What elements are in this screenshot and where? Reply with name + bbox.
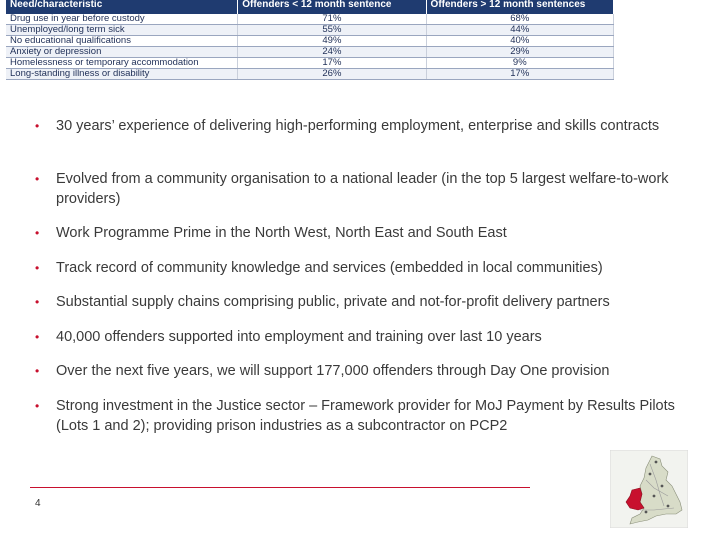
list-item-text: Evolved from a community organisation to a national leader (in the top 5 largest welfare-to-work providers) — [56, 171, 669, 207]
bullet-marker: • — [35, 399, 40, 413]
percentage-cell: 49% — [238, 36, 426, 47]
characteristic-cell: Unemployed/long term sick — [6, 25, 238, 36]
bullet-marker: • — [35, 226, 40, 240]
column-header: Need/characteristic — [6, 0, 238, 14]
percentage-cell: 17% — [238, 58, 426, 69]
list-item-text: 40,000 offenders supported into employment and training over last 10 years — [56, 329, 542, 345]
percentage-cell: 40% — [426, 36, 613, 47]
percentage-cell: 71% — [238, 14, 426, 25]
footer-divider — [30, 487, 530, 488]
list-item-text: Over the next five years, we will support 177,000 offenders through Day One provision — [56, 363, 610, 379]
list-item-text: Strong investment in the Justice sector – Framework provider for MoJ Payment by Results Pilots (Lots 1 and 2); providing prison industries as a subcontractor on PCP2 — [56, 398, 675, 434]
uk-map-image — [610, 450, 688, 528]
percentage-cell: 44% — [426, 25, 613, 36]
list-item — [35, 258, 675, 278]
bullet-marker: • — [35, 295, 40, 309]
characteristic-cell: No educational qualifications — [6, 36, 238, 47]
percentage-cell: 29% — [426, 47, 613, 58]
bullet-marker: • — [35, 261, 40, 275]
bullet-marker: • — [35, 172, 40, 186]
percentage-cell: 24% — [238, 47, 426, 58]
characteristic-cell: Homelessness or temporary accommodation — [6, 58, 238, 69]
characteristic-cell: Long-standing illness or disability — [6, 69, 238, 80]
percentage-cell: 55% — [238, 25, 426, 36]
list-item-text: Substantial supply chains comprising public, private and not-for-profit delivery partners — [56, 294, 610, 310]
percentage-cell: 68% — [426, 14, 613, 25]
percentage-cell: 26% — [238, 69, 426, 80]
bullet-marker: • — [35, 119, 40, 133]
list-item — [35, 169, 675, 209]
characteristic-cell: Drug use in year before custody — [6, 14, 238, 25]
bullet-marker: • — [35, 364, 40, 378]
column-header: Offenders > 12 month sentences — [426, 0, 613, 14]
list-item-text: Track record of community knowledge and services (embedded in local communities) — [56, 260, 603, 276]
list-item — [35, 396, 675, 436]
list-item — [35, 223, 675, 243]
column-header: Offenders < 12 month sentence — [238, 0, 426, 14]
list-item-text: Work Programme Prime in the North West, North East and South East — [56, 225, 507, 241]
list-item-text: 30 years’ experience of delivering high-performing employment, enterprise and skills contracts — [56, 118, 660, 134]
characteristic-cell: Anxiety or depression — [6, 47, 238, 58]
percentage-cell: 17% — [426, 69, 613, 80]
bullet-marker: • — [35, 330, 40, 344]
list-item — [35, 327, 675, 347]
percentage-cell: 9% — [426, 58, 613, 69]
list-item — [35, 361, 675, 381]
list-item — [35, 116, 675, 136]
list-item — [35, 292, 675, 312]
page-number: 4 — [35, 498, 41, 509]
